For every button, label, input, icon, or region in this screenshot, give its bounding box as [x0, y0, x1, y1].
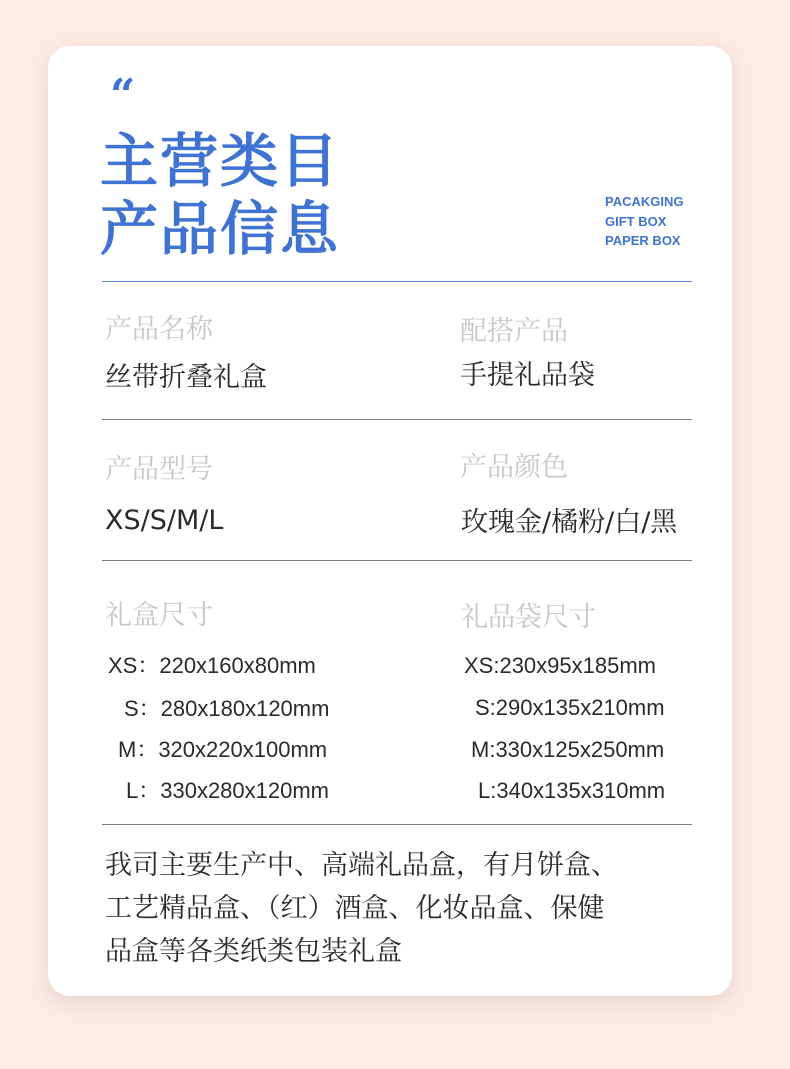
description-line-1: 我司主要生产中、高端礼品盒，有月饼盒、 [105, 850, 618, 881]
matching-product-label: 配搭产品 [460, 316, 568, 347]
bag-size-label: 礼品袋尺寸 [461, 602, 596, 633]
quote-mark-icon: “ [110, 70, 136, 121]
box-size-label: 礼盒尺寸 [105, 600, 213, 631]
box-size-xs: XS：220x160x80mm [108, 653, 316, 678]
color-label: 产品颜色 [460, 452, 568, 483]
header-divider [102, 281, 692, 282]
model-value: XS/S/M/L [105, 505, 224, 536]
title-line-2: 产品信息 [100, 195, 341, 263]
tag-gift-box: GIFT BOX [605, 213, 667, 229]
english-tags [605, 192, 683, 251]
model-label: 产品型号 [105, 454, 213, 485]
description-line-2: 工艺精品盒、（红）酒盒、化妆品盒、保健 [105, 893, 605, 924]
box-size-s: S：280x180x120mm [124, 696, 330, 721]
product-name-value: 丝带折叠礼盒 [105, 362, 267, 393]
bag-size-m: M:330x125x250mm [471, 737, 665, 762]
box-size-l: L：330x280x120mm [126, 778, 330, 803]
divider-3 [102, 824, 692, 825]
product-info-card [48, 46, 732, 996]
bag-size-l: L:340x135x310mm [478, 778, 666, 803]
company-description [105, 844, 705, 973]
bag-size-xs: XS:230x95x185mm [464, 653, 656, 678]
product-name-label: 产品名称 [105, 314, 213, 345]
tag-paper-box: PAPER BOX [605, 233, 681, 248]
box-size-m: M：320x220x100mm [118, 737, 328, 762]
divider-2 [102, 560, 692, 561]
divider-1 [102, 419, 692, 420]
description-line-3: 品盒等各类纸类包装礼盒 [105, 936, 402, 967]
color-value: 玫瑰金/橘粉/白/黑 [461, 507, 678, 538]
matching-product-value: 手提礼品袋 [460, 360, 595, 391]
tag-packaging: PACAKGING [605, 194, 684, 209]
bag-size-s: S:290x135x210mm [475, 695, 665, 720]
title-line-1: 主营类目 [100, 127, 341, 195]
